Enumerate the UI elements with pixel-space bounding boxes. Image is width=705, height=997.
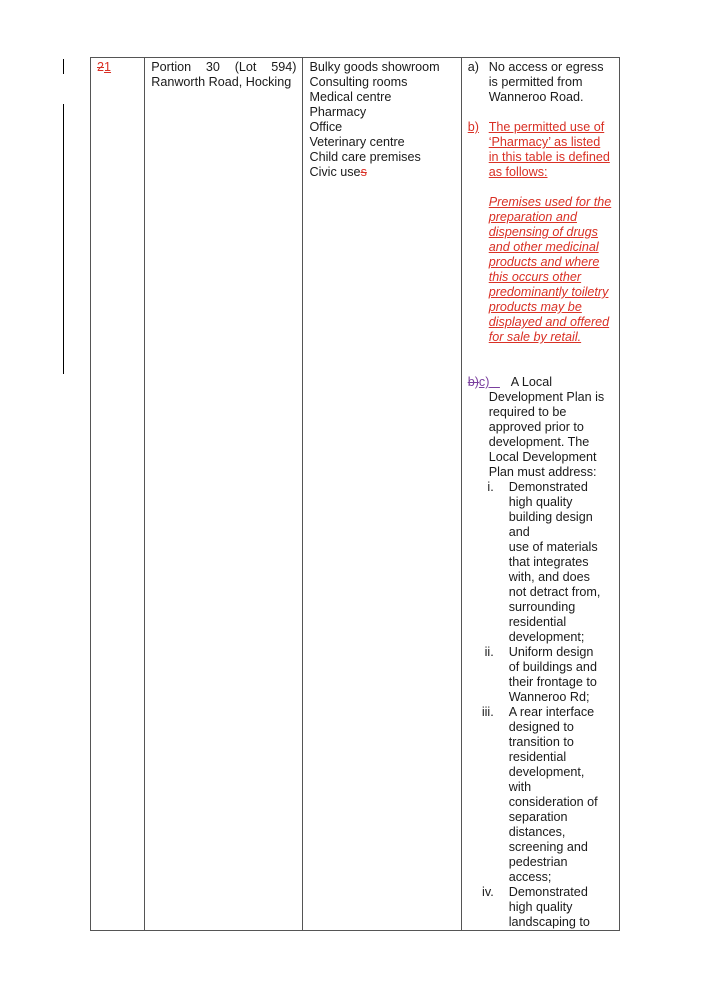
scheme-table: [90, 57, 620, 931]
list-item: Bulky goods showroom: [309, 60, 440, 74]
pharmacy-definition: Premises used for the preparation and dispensing of drugs and other medicinal products and where this occurs other predominantly toiletry products may be displayed and offered for sale by retail.: [488, 195, 612, 344]
location-line-1: Portion 30 (Lot 594): [151, 60, 297, 74]
condition-a: a) No access or egress is permitted from Wanneroo Road.: [467, 60, 604, 104]
sub-item-iv: iv. Demonstrated high quality landscaping to: [482, 885, 590, 929]
location-line-2: Ranworth Road, Hocking: [151, 75, 292, 89]
list-item: Child care premises: [309, 150, 421, 164]
revision-change-bar: [63, 104, 64, 374]
use-list: [309, 60, 454, 180]
sub-item-i: i. Demonstrated high quality building design and use of materials that integrates with, and does not detract from, surrounding residential development;: [487, 480, 601, 644]
sub-item-iii: iii. A rear interface designed to transition to residential development, with consideration of separation distances, screening and pedestrian access;: [481, 705, 598, 884]
location-cell: [145, 58, 303, 931]
conditions-cell: [461, 58, 619, 931]
list-item: Consulting rooms: [309, 75, 408, 89]
uses-cell: [303, 58, 461, 931]
sub-item-ii: ii. Uniform design of buildings and their frontage to Wanneroo Rd;: [484, 645, 597, 704]
table-row: [91, 58, 620, 931]
condition-c: b)c) A Local Development Plan is required to be approved prior to development. The Local Development Plan must address:: [467, 375, 605, 479]
condition-b: b) The permitted use of ‘Pharmacy’ as listed in this table is defined as follows:: [467, 120, 610, 179]
list-item: Veterinary centre: [309, 135, 405, 149]
row-number-inserted: 1: [104, 60, 112, 74]
revision-change-bar: [63, 59, 64, 74]
list-item: Pharmacy: [309, 105, 367, 119]
list-item: Civic uses: [309, 165, 367, 179]
list-item: Office: [309, 120, 343, 134]
row-number-cell: [91, 58, 145, 931]
list-item: Medical centre: [309, 90, 392, 104]
row-number-deleted: 2: [97, 60, 105, 74]
